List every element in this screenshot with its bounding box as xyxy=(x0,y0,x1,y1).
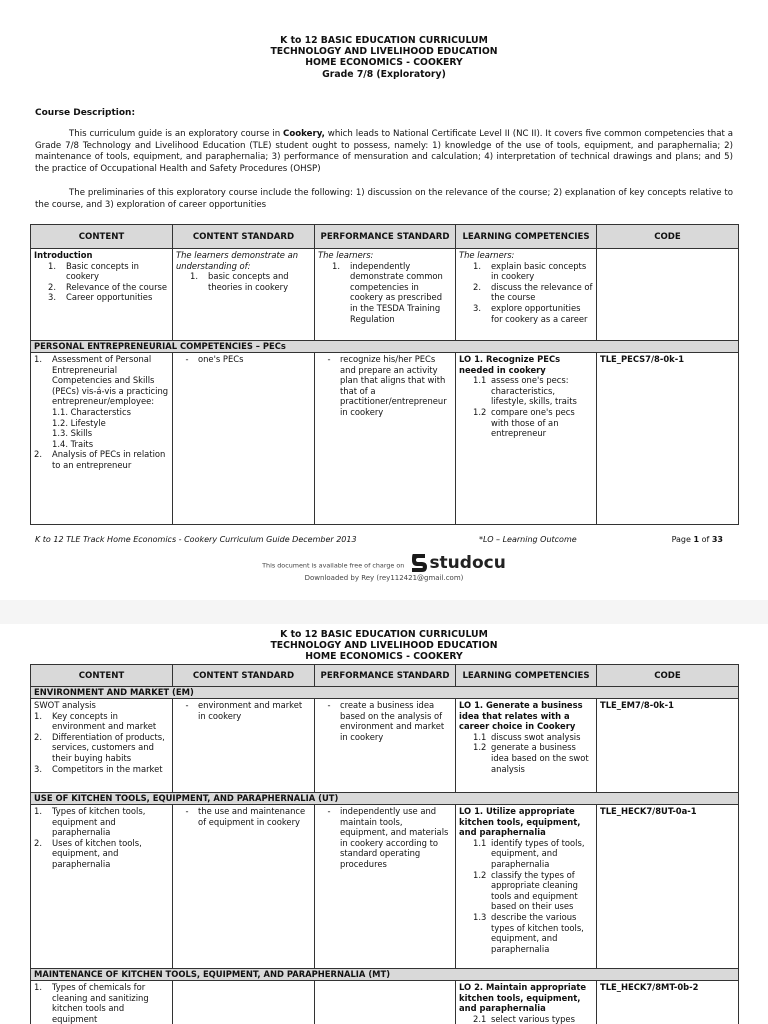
studocu-banner xyxy=(0,552,768,582)
em-standard-cell: - environment and market in cookery xyxy=(173,699,315,793)
learning-outcome: LO 1. Recognize PECs needed in cookery xyxy=(459,354,561,375)
col-header-learning-competencies: LEARNING COMPETENCIES xyxy=(456,225,597,249)
table-row-ut xyxy=(31,805,739,969)
list-item: one's PECs xyxy=(198,354,244,364)
intro-competency-cell: The learners: 1. explain basic concepts in cookery 2. discuss the relevance of the course 3. explore opportunities for cookery as a career xyxy=(456,249,597,341)
em-competency-cell: LO 1. Generate a business idea that relates with a career choice in Cookery 1.1 discuss swot analysis 1.2 generate a business idea based on the swot analysis xyxy=(456,699,597,793)
pecs-code-cell: TLE_PECS7/8-0k-1 xyxy=(597,353,739,525)
list-item: the use and maintenance of equipment in cookery xyxy=(198,806,306,827)
ut-code-cell: TLE_HECK7/8UT-0a-1 xyxy=(597,805,739,969)
col-header-performance-standard: PERFORMANCE STANDARD xyxy=(315,225,456,249)
pecs-competency-cell: LO 1. Recognize PECs needed in cookery 1.1 assess one's pecs: characteristics, lifestyle, skills, traits 1.2 compare one's pecs with those of an entrepreneur xyxy=(456,353,597,525)
para1-text-b: which leads to National Certificate Level II (NC II). It covers five common competencies that a Grade 7/8 Technology and Livelihood Education (TLE) student ought to possess, namely: 1) knowledge of the use of tools, equipment, and paraphernalia; 2) maintenance of tools, equipment, and paraphernalia; 3) performance of mensuration and calculation; 4) interpretation of technical drawings and plans; and 5) the practice of Occupational Health and Safety Procedures (OHSP) xyxy=(35,129,733,174)
page-header xyxy=(0,35,768,80)
page-separator xyxy=(0,600,768,624)
col-header-content: CONTENT xyxy=(31,225,173,249)
em-code-cell: TLE_EM7/8-0k-1 xyxy=(597,699,739,793)
list-item: Basic concepts in cookery xyxy=(66,260,139,282)
list-item: Analysis of PECs in relation to an entrepreneur xyxy=(52,449,166,470)
studocu-s-icon xyxy=(409,552,429,574)
list-item: 1.4. Traits xyxy=(52,438,94,449)
list-item: basic concepts and theories in cookery xyxy=(208,271,289,292)
learning-outcome: LO 2. Maintain appropriate kitchen tools, equipment, and paraphernalia xyxy=(459,982,587,1014)
learning-outcome: LO 1. Generate a business idea that relates with a career choice in Cookery xyxy=(459,700,583,732)
list-item: select various types xyxy=(491,1013,575,1024)
header-line-1: K to 12 BASIC EDUCATION CURRICULUM xyxy=(280,35,488,46)
section-title-mt: MAINTENANCE OF KITCHEN TOOLS, EQUIPMENT, AND PARAPHERNALIA (MT) xyxy=(31,969,739,981)
mt-code-cell: TLE_HECK7/8MT-0b-2 xyxy=(597,981,739,1024)
pecs-content-cell: 1. Assessment of Personal Entrepreneurial Competencies and Skills (PECs) vis-á-vis a practicing entrepreneur/employee: 1.1. Characterstics 1.2. Lifestyle 1.3. Skills 1.4. Traits 2. Analysis of PECs in relation to an entrepreneur xyxy=(31,353,173,525)
intro-performance-lead: The learners: xyxy=(318,250,374,260)
intro-code-cell xyxy=(597,249,739,341)
list-item: Career opportunities xyxy=(66,292,153,303)
footer-lo-note: *LO – Learning Outcome xyxy=(479,535,577,544)
para2-text: The preliminaries of this exploratory course include the following: 1) discussion on the relevance of the course; 2) explanation of key concepts relative to the course, and 3) exploration of career opportunities xyxy=(35,188,733,210)
col-header-content-standard: CONTENT STANDARD xyxy=(173,225,315,249)
list-item: 1.3. Skills xyxy=(52,428,93,439)
list-item: recognize his/her PECs and prepare an activity plan that aligns that with that of a practitioner/entrepreneur in cookery xyxy=(340,354,447,417)
em-content-cell: SWOT analysis 1. Key concepts in environment and market 2. Differentiation of products, services, customers and their buying habits 3. Competitors in the market xyxy=(31,699,173,793)
document-page-2 xyxy=(0,624,768,1024)
course-description-paragraph-1 xyxy=(35,129,733,175)
list-item: discuss swot analysis xyxy=(491,731,581,742)
list-item: Relevance of the course xyxy=(66,281,168,292)
list-item: identify types of tools, equipment, and paraphernalia xyxy=(491,837,585,869)
list-item: 1.2. Lifestyle xyxy=(52,417,106,428)
header-line-3: HOME ECONOMICS - COOKERY xyxy=(305,57,463,69)
intro-performance-cell: The learners: 1. independently demonstrate common competencies in cookery as prescribed in the TESDA Training Regulation xyxy=(315,249,456,341)
list-item: classify the types of appropriate cleaning tools and equipment based on their uses xyxy=(491,869,578,912)
table-row-introduction xyxy=(31,249,739,341)
col-header-code: CODE xyxy=(597,665,739,687)
mt-standard-cell xyxy=(173,981,315,1024)
pecs-standard-cell: - one's PECs xyxy=(173,353,315,525)
table-row-em xyxy=(31,699,739,793)
para1-bold: Cookery, xyxy=(283,129,325,139)
col-header-content: CONTENT xyxy=(31,665,173,687)
ut-standard-cell: - the use and maintenance of equipment in cookery xyxy=(173,805,315,969)
table-row-mt xyxy=(31,981,739,1024)
list-item: Differentiation of products, services, customers and their buying habits xyxy=(52,731,165,763)
list-item: 1.1. Characterstics xyxy=(52,406,131,417)
intro-content-cell: Introduction 1. Basic concepts in cookery 2. Relevance of the course 3. Career opportunities xyxy=(31,249,173,341)
col-header-learning-competencies: LEARNING COMPETENCIES xyxy=(456,665,597,687)
ut-content-cell: 1. Types of kitchen tools, equipment and paraphernalia 2. Uses of kitchen tools, equipment, and paraphernalia xyxy=(31,805,173,969)
mt-competency-cell: LO 2. Maintain appropriate kitchen tools, equipment, and paraphernalia 2.1 select various types xyxy=(456,981,597,1024)
intro-competency-lead: The learners: xyxy=(459,250,515,260)
list-item: Types of chemicals for cleaning and sanitizing kitchen tools and equipment xyxy=(52,982,149,1024)
section-title-ut: USE OF KITCHEN TOOLS, EQUIPMENT, AND PARAPHERNALIA (UT) xyxy=(31,793,739,805)
ut-competency-cell: LO 1. Utilize appropriate kitchen tools, equipment, and paraphernalia 1.1 identify types of tools, equipment, and paraphernalia 1.2 classify the types of appropriate cleaning tools and equipment based on their uses 1.3 describe the various types of kitchen tools, equipment, and paraphernalia xyxy=(456,805,597,969)
col-header-performance-standard: PERFORMANCE STANDARD xyxy=(315,665,456,687)
list-item: explain basic concepts in cookery xyxy=(491,260,587,282)
list-item: generate a business idea based on the swot analysis xyxy=(491,742,589,774)
header-line-1: K to 12 BASIC EDUCATION CURRICULUM xyxy=(280,629,488,640)
footer-guide-title: K to 12 TLE Track Home Economics - Cookery Curriculum Guide December 2013 xyxy=(35,535,357,544)
header-line-2: TECHNOLOGY AND LIVELIHOOD EDUCATION xyxy=(270,46,498,58)
pecs-performance-cell: - recognize his/her PECs and prepare an activity plan that aligns that with that of a practitioner/entrepreneur in cookery xyxy=(315,353,456,525)
section-title-pecs: PERSONAL ENTREPRENEURIAL COMPETENCIES – PECs xyxy=(31,341,739,353)
section-row-pecs xyxy=(31,341,739,353)
list-item: Uses of kitchen tools, equipment, and paraphernalia xyxy=(52,837,142,869)
intro-title: Introduction xyxy=(34,250,93,260)
em-lead: SWOT analysis xyxy=(34,700,96,710)
course-description-title: Course Description: xyxy=(35,108,136,118)
em-performance-cell: - create a business idea based on the analysis of environment and market in cookery xyxy=(315,699,456,793)
header-line-4: Grade 7/8 (Exploratory) xyxy=(322,68,446,80)
course-description-paragraph-2 xyxy=(35,188,733,211)
page-header xyxy=(0,629,768,663)
page-number: Page 1 of 33 xyxy=(671,535,723,544)
list-item: independently demonstrate common competencies in cookery as prescribed in the TESDA Training Regulation xyxy=(350,260,443,324)
section-title-em: ENVIRONMENT AND MARKET (EM) xyxy=(31,687,739,699)
section-row-em xyxy=(31,687,739,699)
list-item: describe the various types of kitchen tools, equipment, and paraphernalia xyxy=(491,911,584,954)
list-item: create a business idea based on the analysis of environment and market in cookery xyxy=(340,700,445,742)
list-item: explore opportunities for cookery as a career xyxy=(491,302,588,324)
table-row-pecs xyxy=(31,353,739,525)
list-item: Types of kitchen tools, equipment and paraphernalia xyxy=(52,806,146,838)
ut-performance-cell: - independently use and maintain tools, equipment, and materials in cookery according to standard operating procedures xyxy=(315,805,456,969)
intro-standard-cell: The learners demonstrate an understanding of: 1. basic concepts and theories in cookery xyxy=(173,249,315,341)
section-row-mt xyxy=(31,969,739,981)
studocu-logo-text: studocu xyxy=(429,553,506,573)
studocu-available-text: This document is available free of charge on xyxy=(262,561,405,570)
list-item: independently use and maintain tools, equipment, and materials in cookery according to standard operating procedures xyxy=(340,806,449,869)
intro-standard-lead: The learners demonstrate an understanding of: xyxy=(176,250,299,271)
para1-text-a: This curriculum guide is an exploratory course in xyxy=(69,129,284,139)
col-header-content-standard: CONTENT STANDARD xyxy=(173,665,315,687)
studocu-downloaded-text: Downloaded by Rey (rey112421@gmail.com) xyxy=(304,574,464,582)
list-item: Assessment of Personal Entrepreneurial Competencies and Skills (PECs) vis-á-vis a practicing entrepreneur/employee: xyxy=(52,354,169,407)
list-item: environment and market in cookery xyxy=(198,700,303,721)
studocu-logo[interactable] xyxy=(409,552,505,574)
learning-outcome: LO 1. Utilize appropriate kitchen tools, equipment, and paraphernalia xyxy=(459,806,581,838)
col-header-code: CODE xyxy=(597,225,739,249)
list-item: discuss the relevance of the course xyxy=(491,281,593,303)
list-item: Competitors in the market xyxy=(52,763,163,774)
curriculum-table-1 xyxy=(30,224,739,525)
curriculum-table-2 xyxy=(30,664,739,1024)
list-item: compare one's pecs with those of an entrepreneur xyxy=(491,406,575,439)
list-item: Key concepts in environment and market xyxy=(52,710,157,732)
section-row-ut xyxy=(31,793,739,805)
header-line-2: TECHNOLOGY AND LIVELIHOOD EDUCATION xyxy=(270,640,498,652)
list-item: assess one's pecs: characteristics, lifestyle, skills, traits xyxy=(491,375,577,407)
mt-performance-cell xyxy=(315,981,456,1024)
mt-content-cell: 1. Types of chemicals for cleaning and sanitizing kitchen tools and equipment xyxy=(31,981,173,1024)
page-footer xyxy=(35,535,733,544)
header-line-3: HOME ECONOMICS - COOKERY xyxy=(305,651,463,663)
